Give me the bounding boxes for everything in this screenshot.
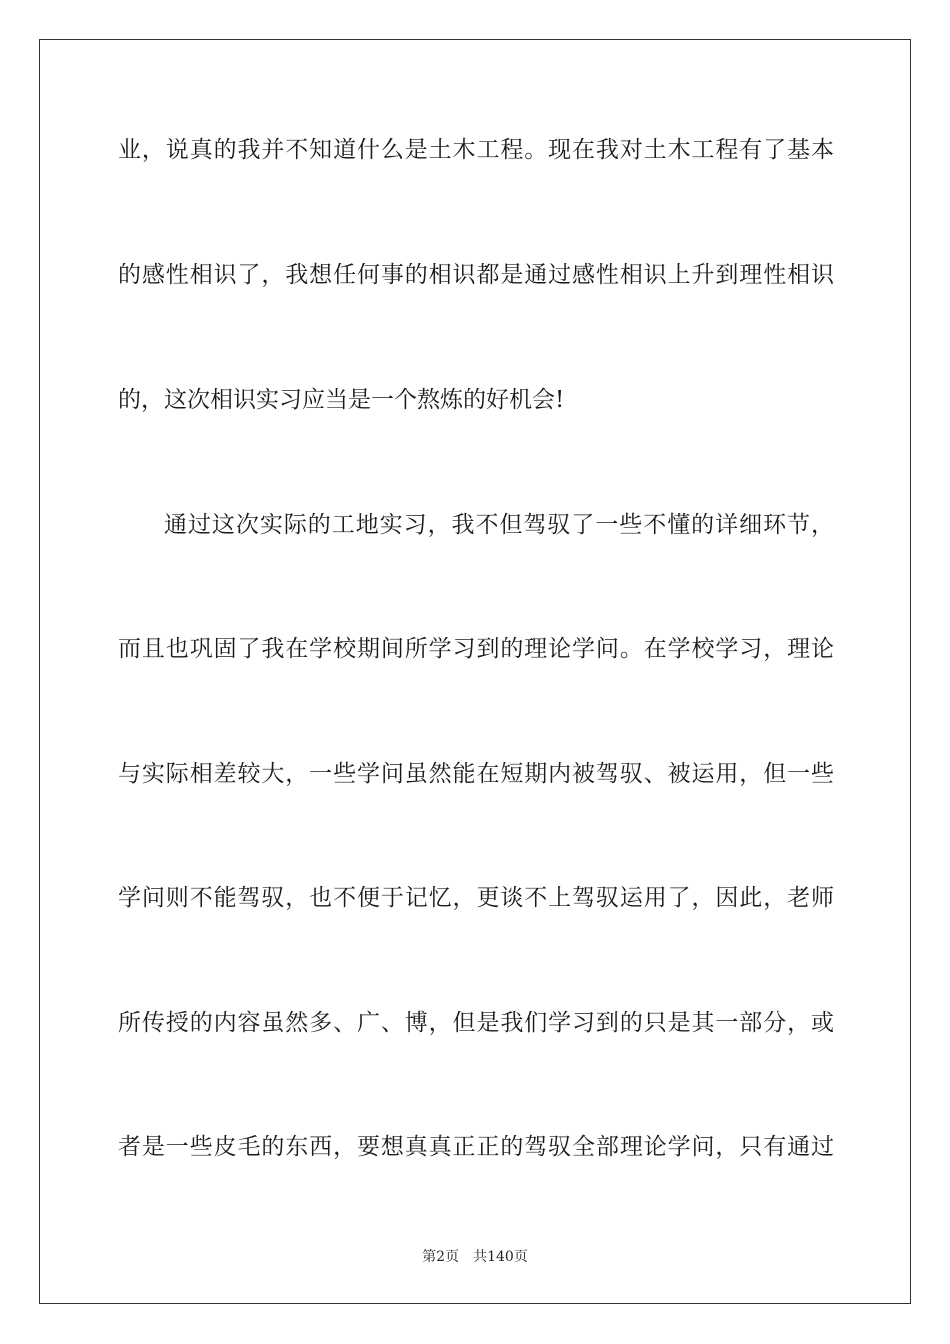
body-text-line: 而且也巩固了我在学校期间所学习到的理论学问。在学校学习，理论 [118,636,834,662]
body-text-line: 业，说真的我并不知道什么是土木工程。现在我对土木工程有了基本 [118,137,834,163]
page-footer [0,1247,950,1267]
paragraph-first-line: 通过这次实际的工地实习，我不但驾驭了一些不懂的详细环节， [164,512,834,538]
body-text-line: 与实际相差较大，一些学问虽然能在短期内被驾驭、被运用，但一些 [118,761,834,787]
body-text-line: 的感性相识了，我想任何事的相识都是通过感性相识上升到理性相识 [118,262,834,288]
body-text-line: 的，这次相识实习应当是一个熬炼的好机会! [118,387,565,413]
page-border [39,39,911,1304]
page-number: 第2页 [422,1249,460,1265]
body-text-line: 者是一些皮毛的东西，要想真真正正的驾驭全部理论学问，只有通过 [118,1134,834,1160]
body-text-line: 所传授的内容虽然多、广、博，但是我们学习到的只是其一部分，或 [118,1010,834,1036]
body-text-line: 学问则不能驾驭，也不便于记忆，更谈不上驾驭运用了，因此，老师 [118,885,834,911]
total-pages: 共140页 [473,1249,528,1265]
